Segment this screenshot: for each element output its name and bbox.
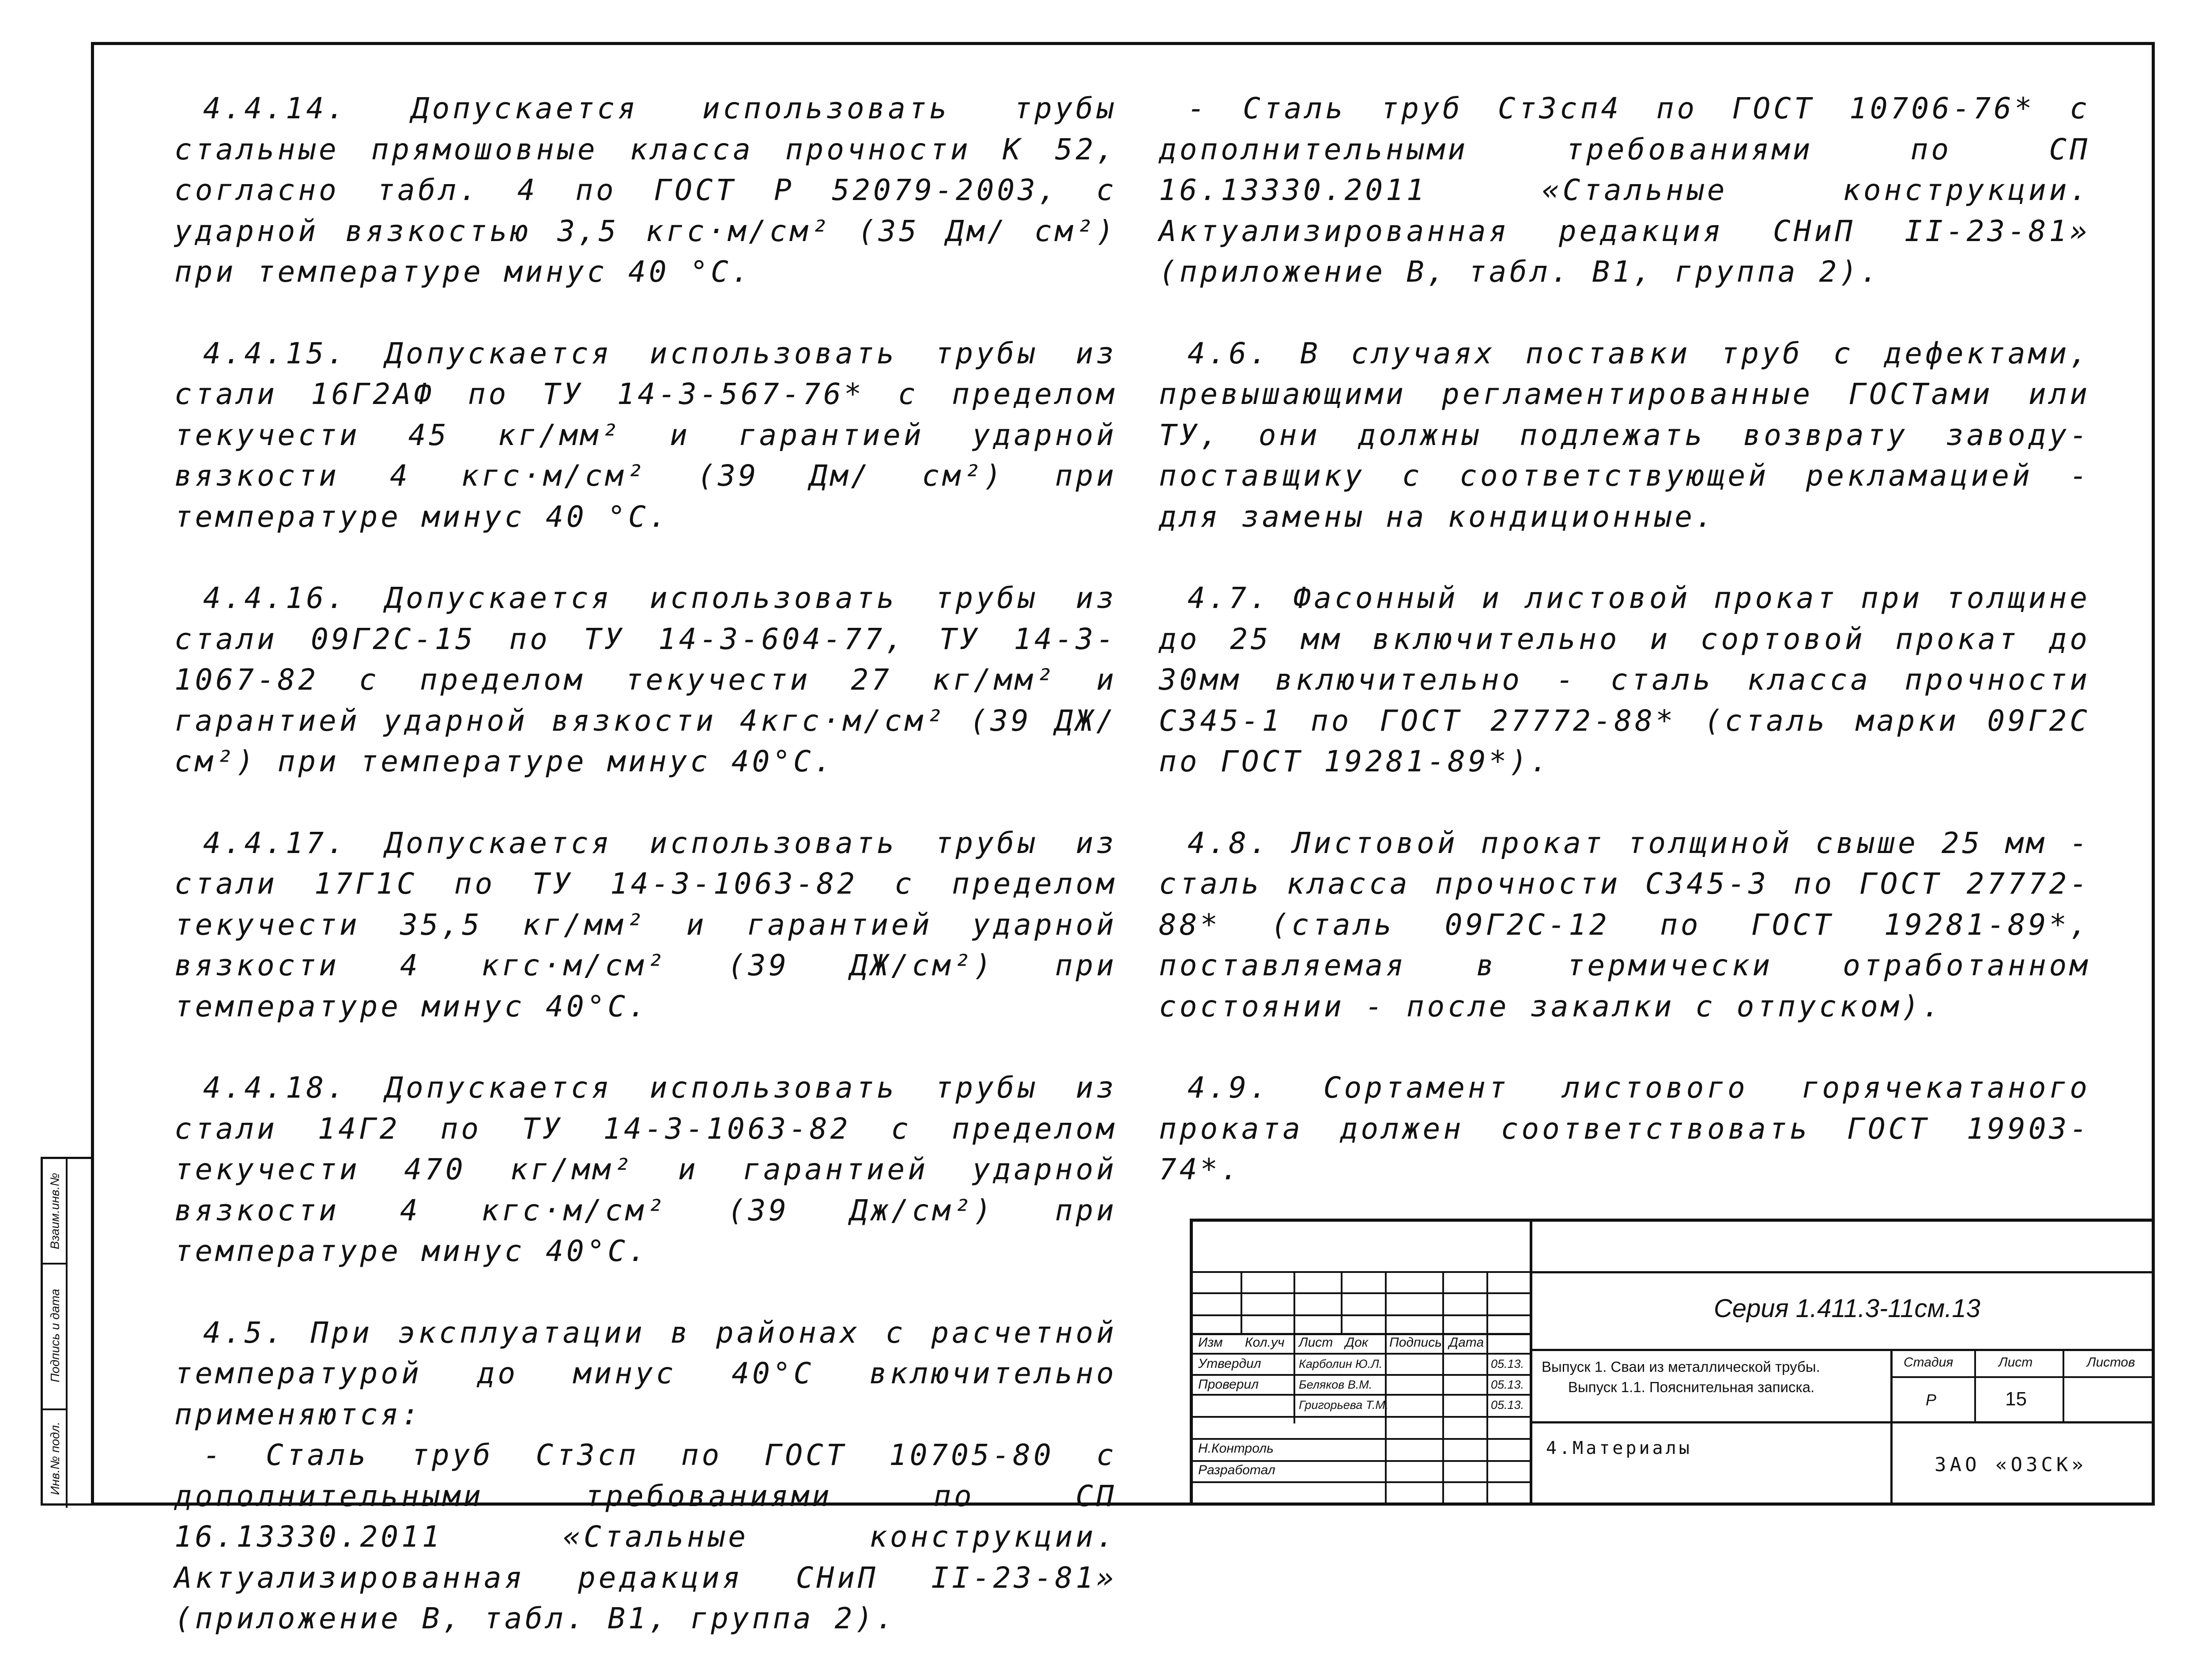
paragraph-4-6: 4.6. В случаях поставки труб с дефектами, превышающими регламентированные ГОСТами или ТУ, они должны подлежать возврату заводу-поставщику с соответствующей рекламацией - для замены на кондиционные.: [1159, 336, 2090, 534]
tb-line: [1890, 1349, 1893, 1503]
tb-section: 4.Материалы: [1546, 1438, 1692, 1458]
tb-header-izm: Изм: [1198, 1335, 1223, 1350]
tb-header-kol: Кол.уч: [1245, 1335, 1285, 1350]
tb-line: [1193, 1353, 1530, 1355]
tb-sheet-value: 15: [2005, 1388, 2027, 1410]
tb-line: [1241, 1271, 1242, 1333]
paragraph-4-4-16: 4.4.16. Допускается использовать трубы из стали 09Г2С-15 по ТУ 14-3-604-77, ТУ 14-3-1067-82 с пределом текучести 27 кг/мм² и гарантией ударной вязкости 4кгс·м/см² (39 ДЖ/см²) при температуре минус 40°С.: [174, 581, 1117, 778]
tb-line: [1530, 1421, 2152, 1423]
tb-line: [1193, 1292, 1530, 1294]
tb-header-dok: Док: [1345, 1335, 1368, 1350]
paragraph-4-4-15: 4.4.15. Допускается использовать трубы из стали 16Г2АФ по ТУ 14-3-567-76* с пределом текучести 45 кг/мм² и гарантией ударной вязкости 4 кгс·м/см² (39 Дм/ см²) при температуре минус 40 °С.: [174, 336, 1117, 534]
paragraph-4-7: 4.7. Фасонный и листовой прокат при толщине до 25 мм включительно и сортовой прокат до 30мм включительно - сталь класса прочности С345-1 по ГОСТ 27772-88* (сталь марки 09Г2С по ГОСТ 19281-89*).: [1159, 581, 2090, 778]
tb-line: [1193, 1460, 1530, 1462]
tb-main-divider: [1530, 1222, 1532, 1503]
tb-series: Серия 1.411.3-11см.13: [1714, 1294, 1980, 1323]
paragraph-4-8: 4.8. Листовой прокат толщиной свыше 25 мм - сталь класса прочности С345-3 по ГОСТ 27772-88* (сталь 09Г2С-12 по ГОСТ 19281-89*, поставляемая в термически отработанном состоянии - после закалки с отпуском).: [1159, 826, 2090, 1023]
tb-line: [1486, 1271, 1488, 1503]
tb-line: [1193, 1374, 1530, 1376]
tb-line: [1193, 1271, 1530, 1273]
tb-role-nkontrol: Н.Контроль: [1198, 1441, 1274, 1456]
tb-stage-value: Р: [1926, 1391, 1937, 1409]
title-block: [1190, 1219, 2155, 1506]
tb-date-third: 05.13.: [1491, 1398, 1524, 1412]
paragraph-4-5-item-1: - Сталь труб Ст3сп по ГОСТ 10705-80 с дополнительными требованиями по СП 16.13330.2011 «Стальные конструкции. Актуализированная редакция СНиП II-23-81» (приложение В, табл. В1, группа 2).: [174, 1438, 1117, 1635]
strip-label-vzam: Взаим.инв.№: [48, 1172, 62, 1250]
tb-role-utverdil: Утвердил: [1198, 1356, 1261, 1371]
tb-line: [1193, 1481, 1530, 1483]
tb-name-third: Григорьева Т.М.: [1299, 1398, 1389, 1412]
tb-header-data: Дата: [1449, 1335, 1484, 1350]
approval-strip: [41, 1157, 91, 1506]
left-text-column: [174, 88, 1117, 1680]
paragraph-4-4-14: 4.4.14. Допускается использовать трубы стальные прямошовные класса прочности К 52, согласно табл. 4 по ГОСТ Р 52079-2003, с ударной вязкостью 3,5 кгс·м/см² (35 Дм/ см²) при температуре минус 40 °С.: [174, 91, 1117, 289]
tb-header-list: Лист: [1299, 1335, 1333, 1350]
tb-line: [1530, 1349, 2152, 1351]
tb-name-utverdil: Карболин Ю.Л.: [1299, 1357, 1383, 1370]
tb-date-utverdil: 05.13.: [1491, 1357, 1524, 1370]
paragraph-4-9: 4.9. Сортамент листового горячекатаного проката должен соответствовать ГОСТ 19903-74*.: [1159, 1071, 2090, 1186]
tb-line: [1193, 1438, 1530, 1440]
tb-role-proveril: Проверил: [1198, 1377, 1259, 1392]
tb-line: [1341, 1271, 1343, 1333]
paragraph-4-5-item-2: - Сталь труб Ст3сп4 по ГОСТ 10706-76* с дополнительными требованиями по СП 16.13330.2011 «Стальные конструкции. Актуализированная редакция СНиП II-23-81» (приложение В, табл. В1, группа 2).: [1159, 91, 2090, 289]
tb-date-proveril: 05.13.: [1491, 1378, 1524, 1391]
strip-label-inv: Инв.№ подл.: [48, 1421, 62, 1495]
tb-line: [1442, 1271, 1444, 1503]
tb-description-line2: Выпуск 1.1. Пояснительная записка.: [1568, 1379, 1815, 1395]
tb-line: [1193, 1314, 1530, 1316]
tb-name-proveril: Беляков В.М.: [1299, 1378, 1373, 1391]
tb-line: [1193, 1416, 1530, 1418]
strip-label-podpis: Подпись и дата: [48, 1289, 62, 1382]
tb-line: [1293, 1271, 1295, 1423]
tb-line: [1974, 1349, 1976, 1421]
right-text-column: [1159, 88, 2090, 1231]
paragraph-4-4-18: 4.4.18. Допускается использовать трубы из стали 14Г2 по ТУ 14-3-1063-82 с пределом текучести 470 кг/мм² и гарантией ударной вязкости 4 кгс·м/см² (39 Дж/см²) при температуре минус 40°С.: [174, 1071, 1117, 1268]
tb-line: [2063, 1349, 2064, 1421]
tb-line: [1890, 1376, 2152, 1378]
tb-company: ЗАО «ОЗСК»: [1935, 1453, 2087, 1476]
tb-line: [1530, 1271, 2152, 1273]
tb-role-razrabotal: Разработал: [1198, 1463, 1275, 1477]
tb-sheets-header: Листов: [2087, 1355, 2135, 1370]
tb-line: [1193, 1394, 1530, 1396]
tb-stage-header: Стадия: [1904, 1355, 1953, 1370]
paragraph-4-4-17: 4.4.17. Допускается использовать трубы из стали 17Г1С по ТУ 14-3-1063-82 с пределом текучести 35,5 кг/мм² и гарантией ударной вязкости 4 кгс·м/см² (39 ДЖ/см²) при температуре минус 40°С.: [174, 826, 1117, 1023]
paragraph-4-5: 4.5. При эксплуатации в районах с расчетной температурой до минус 40°С включительно применяются:: [174, 1315, 1117, 1431]
tb-description-line1: Выпуск 1. Сваи из металлической трубы.: [1542, 1359, 1820, 1375]
tb-header-podpis: Подпись: [1389, 1335, 1442, 1350]
tb-line: [1385, 1271, 1387, 1503]
tb-sheet-header: Лист: [1999, 1355, 2033, 1370]
